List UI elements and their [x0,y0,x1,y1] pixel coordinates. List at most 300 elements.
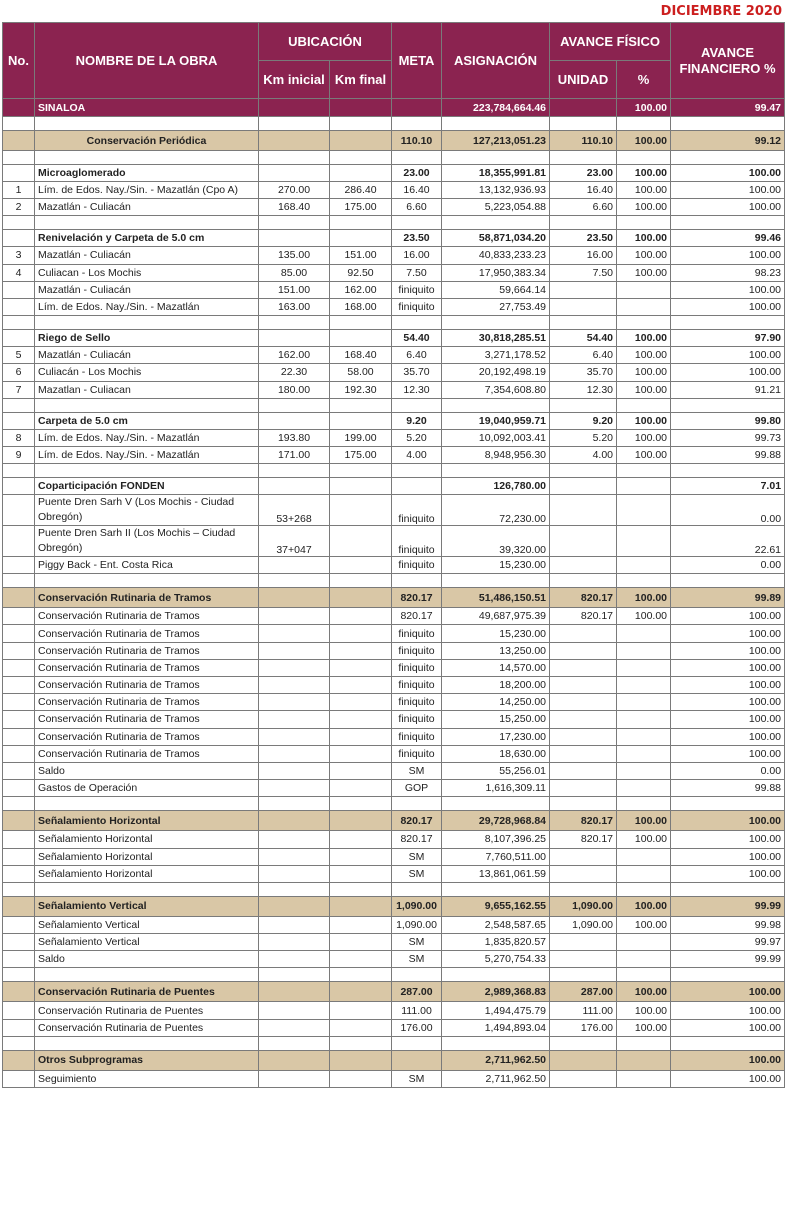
cell-asignacion: 2,989,368.83 [442,982,550,1002]
cell-meta: 9.20 [392,412,442,429]
cell-nombre: Culiacan - Los Mochis [35,264,259,281]
cell-asignacion: 2,711,962.50 [442,1050,550,1070]
table-row [3,1019,785,1036]
cell-nombre: Lím. de Edos. Nay./Sin. - Mazatlán [35,298,259,315]
state-total-row [3,99,785,117]
table-row [3,659,785,676]
cell-km-final [330,848,392,865]
empty-cell [3,882,35,896]
cell-meta: finiquito [392,281,442,298]
table-row [3,364,785,381]
cell-km-final [330,896,392,916]
cell-pct: 100.00 [617,364,671,381]
cell-nombre: Conservación Rutinaria de Tramos [35,642,259,659]
cell-meta: 4.00 [392,446,442,463]
table-row [3,446,785,463]
avance-obras-table [2,22,785,1088]
cell-km-final [330,711,392,728]
empty-cell [259,464,330,478]
header-asignacion: ASIGNACIÓN [442,23,550,99]
table-row [3,247,785,264]
cell-pct: 100.00 [617,247,671,264]
cell-km-inicial: 168.40 [259,199,330,216]
cell-km-inicial [259,588,330,608]
cell-no: 9 [3,446,35,463]
cell-asignacion: 223,784,664.46 [442,99,550,117]
cell-avance-financiero: 0.00 [671,762,785,779]
cell-unidad [550,478,617,495]
empty-cell [550,574,617,588]
cell-asignacion: 1,494,893.04 [442,1019,550,1036]
cell-no [3,811,35,831]
cell-km-inicial [259,916,330,933]
cell-meta: SM [392,762,442,779]
cell-km-final [330,625,392,642]
cell-km-final: 175.00 [330,446,392,463]
cell-nombre: Coparticipación FONDEN [35,478,259,495]
cell-km-inicial [259,1070,330,1087]
cell-avance-financiero: 22.61 [671,526,785,557]
cell-km-inicial [259,165,330,182]
cell-unidad: 1,090.00 [550,896,617,916]
cell-avance-financiero: 99.99 [671,951,785,968]
cell-asignacion: 14,570.00 [442,659,550,676]
cell-pct: 100.00 [617,182,671,199]
cell-no [3,728,35,745]
cell-km-final [330,165,392,182]
cell-km-final: 286.40 [330,182,392,199]
cell-asignacion: 2,711,962.50 [442,1070,550,1087]
cell-km-final [330,642,392,659]
table-row [3,526,785,557]
cell-pct [617,298,671,315]
cell-km-inicial [259,625,330,642]
empty-cell [550,151,617,165]
cell-avance-financiero: 100.00 [671,298,785,315]
cell-pct [617,677,671,694]
empty-cell [35,464,259,478]
cell-unidad [550,659,617,676]
cell-km-final [330,557,392,574]
cell-no [3,588,35,608]
empty-cell [671,398,785,412]
spacer-row [3,216,785,230]
cell-nombre: Conservación Rutinaria de Puentes [35,1019,259,1036]
empty-cell [442,797,550,811]
cell-km-final [330,478,392,495]
cell-unidad [550,694,617,711]
cell-km-inicial [259,99,330,117]
report-period: DICIEMBRE 2020 [660,4,782,19]
empty-cell [330,1036,392,1050]
spacer-row [3,882,785,896]
empty-cell [35,151,259,165]
cell-asignacion: 5,270,754.33 [442,951,550,968]
cell-asignacion: 49,687,975.39 [442,608,550,625]
cell-unidad: 9.20 [550,412,617,429]
cell-unidad [550,728,617,745]
table-row [3,557,785,574]
cell-avance-financiero: 100.00 [671,347,785,364]
empty-cell [259,151,330,165]
cell-nombre: Seguimiento [35,1070,259,1087]
empty-cell [330,117,392,131]
table-row [3,951,785,968]
header-avance-fisico: AVANCE FÍSICO [550,23,671,61]
cell-asignacion: 14,250.00 [442,694,550,711]
empty-cell [671,574,785,588]
cell-unidad [550,780,617,797]
program-row [3,588,785,608]
cell-unidad: 16.00 [550,247,617,264]
cell-km-inicial [259,951,330,968]
empty-cell [259,968,330,982]
cell-avance-financiero: 99.73 [671,429,785,446]
cell-pct [617,495,671,526]
program-row [3,1050,785,1070]
cell-no [3,711,35,728]
cell-meta: 6.60 [392,199,442,216]
header-nombre: NOMBRE DE LA OBRA [35,23,259,99]
empty-cell [671,316,785,330]
cell-meta: 1,090.00 [392,916,442,933]
empty-cell [671,1036,785,1050]
cell-meta: 176.00 [392,1019,442,1036]
empty-cell [3,574,35,588]
cell-no: 4 [3,264,35,281]
table-row [3,831,785,848]
empty-cell [3,316,35,330]
cell-no [3,659,35,676]
cell-unidad [550,711,617,728]
cell-km-final [330,951,392,968]
cell-km-inicial [259,934,330,951]
table-row [3,1002,785,1019]
cell-meta: finiquito [392,745,442,762]
table-row [3,848,785,865]
cell-unidad [550,677,617,694]
cell-avance-financiero: 100.00 [671,659,785,676]
cell-avance-financiero: 99.88 [671,780,785,797]
cell-nombre: Mazatlan - Culiacan [35,381,259,398]
cell-meta: SM [392,848,442,865]
program-row [3,811,785,831]
empty-cell [617,1036,671,1050]
cell-avance-financiero: 100.00 [671,865,785,882]
cell-km-inicial [259,330,330,347]
cell-km-final [330,131,392,151]
empty-cell [617,882,671,896]
empty-cell [392,797,442,811]
cell-asignacion: 1,835,820.57 [442,934,550,951]
cell-nombre: Conservación Rutinaria de Puentes [35,982,259,1002]
empty-cell [392,464,442,478]
cell-meta: 820.17 [392,811,442,831]
cell-avance-financiero: 100.00 [671,677,785,694]
cell-meta: finiquito [392,677,442,694]
cell-pct [617,1070,671,1087]
cell-km-inicial [259,1002,330,1019]
empty-cell [3,464,35,478]
cell-no [3,298,35,315]
table-row [3,281,785,298]
cell-km-inicial [259,478,330,495]
cell-nombre: Conservación Rutinaria de Tramos [35,608,259,625]
cell-nombre: Conservación Rutinaria de Tramos [35,711,259,728]
spacer-row [3,316,785,330]
empty-cell [330,464,392,478]
cell-km-final: 199.00 [330,429,392,446]
cell-km-inicial [259,677,330,694]
cell-km-inicial: 193.80 [259,429,330,446]
cell-pct [617,1050,671,1070]
cell-km-inicial [259,848,330,865]
cell-nombre: Lím. de Edos. Nay./Sin. - Mazatlán [35,446,259,463]
cell-no [3,1019,35,1036]
cell-no [3,677,35,694]
empty-cell [671,882,785,896]
cell-km-final [330,588,392,608]
cell-asignacion: 19,040,959.71 [442,412,550,429]
cell-asignacion: 9,655,162.55 [442,896,550,916]
cell-nombre: Piggy Back - Ent. Costa Rica [35,557,259,574]
cell-km-final [330,728,392,745]
spacer-row [3,968,785,982]
cell-pct: 100.00 [617,608,671,625]
cell-pct: 100.00 [617,99,671,117]
cell-pct: 100.00 [617,165,671,182]
cell-km-inicial: 37+047 [259,526,330,557]
cell-km-final [330,330,392,347]
cell-meta: finiquito [392,728,442,745]
table-row [3,865,785,882]
empty-cell [330,316,392,330]
cell-nombre: Mazatlán - Culiacán [35,199,259,216]
cell-km-inicial [259,896,330,916]
empty-cell [259,216,330,230]
cell-meta: 110.10 [392,131,442,151]
cell-pct [617,642,671,659]
cell-avance-financiero: 100.00 [671,711,785,728]
cell-nombre: Conservación Rutinaria de Tramos [35,625,259,642]
cell-asignacion: 127,213,051.23 [442,131,550,151]
cell-no [3,694,35,711]
cell-unidad [550,526,617,557]
cell-unidad: 820.17 [550,831,617,848]
cell-unidad [550,762,617,779]
empty-cell [442,216,550,230]
cell-unidad [550,495,617,526]
cell-km-inicial: 162.00 [259,347,330,364]
cell-pct [617,625,671,642]
cell-km-final: 162.00 [330,281,392,298]
table-row [3,916,785,933]
cell-unidad: 7.50 [550,264,617,281]
cell-avance-financiero: 99.98 [671,916,785,933]
empty-cell [550,882,617,896]
cell-asignacion: 13,861,061.59 [442,865,550,882]
cell-asignacion: 3,271,178.52 [442,347,550,364]
cell-no [3,526,35,557]
empty-cell [442,1036,550,1050]
cell-no [3,916,35,933]
cell-asignacion: 126,780.00 [442,478,550,495]
cell-unidad: 5.20 [550,429,617,446]
cell-nombre: Conservación Rutinaria de Tramos [35,588,259,608]
cell-meta: 16.00 [392,247,442,264]
cell-meta: 23.50 [392,230,442,247]
table-row [3,780,785,797]
cell-avance-financiero: 100.00 [671,811,785,831]
cell-nombre: Conservación Rutinaria de Tramos [35,694,259,711]
empty-cell [550,1036,617,1050]
empty-cell [392,1036,442,1050]
cell-no [3,896,35,916]
empty-cell [3,797,35,811]
cell-meta [392,478,442,495]
cell-asignacion: 72,230.00 [442,495,550,526]
cell-km-inicial: 151.00 [259,281,330,298]
empty-cell [330,574,392,588]
cell-no [3,478,35,495]
empty-cell [617,151,671,165]
cell-km-final [330,1002,392,1019]
cell-km-final [330,865,392,882]
cell-pct [617,711,671,728]
cell-km-final: 92.50 [330,264,392,281]
cell-unidad: 820.17 [550,608,617,625]
cell-meta [392,1050,442,1070]
cell-asignacion: 27,753.49 [442,298,550,315]
cell-meta: finiquito [392,526,442,557]
cell-meta: 820.17 [392,588,442,608]
header-pct: % [617,61,671,99]
table-row [3,199,785,216]
cell-no [3,831,35,848]
cell-km-final [330,780,392,797]
cell-km-inicial: 135.00 [259,247,330,264]
subprogram-row [3,165,785,182]
cell-no [3,330,35,347]
table-row [3,608,785,625]
cell-meta: 23.00 [392,165,442,182]
header-km-inicial: Km inicial [259,61,330,99]
cell-pct: 100.00 [617,896,671,916]
cell-meta: finiquito [392,659,442,676]
empty-cell [617,216,671,230]
spacer-row [3,574,785,588]
spacer-row [3,117,785,131]
cell-asignacion: 18,355,991.81 [442,165,550,182]
cell-avance-financiero: 100.00 [671,728,785,745]
cell-unidad [550,865,617,882]
empty-cell [3,1036,35,1050]
cell-km-final: 58.00 [330,364,392,381]
table-row [3,495,785,526]
empty-cell [3,151,35,165]
cell-km-inicial [259,982,330,1002]
cell-asignacion: 40,833,233.23 [442,247,550,264]
cell-pct: 100.00 [617,230,671,247]
cell-no: 5 [3,347,35,364]
cell-no [3,1050,35,1070]
empty-cell [442,398,550,412]
cell-km-final: 151.00 [330,247,392,264]
empty-cell [392,398,442,412]
empty-cell [392,574,442,588]
cell-km-final [330,916,392,933]
cell-pct [617,526,671,557]
cell-meta: 54.40 [392,330,442,347]
cell-meta: 6.40 [392,347,442,364]
cell-asignacion: 2,548,587.65 [442,916,550,933]
empty-cell [442,464,550,478]
cell-avance-financiero: 100.00 [671,642,785,659]
cell-km-final [330,230,392,247]
cell-no: 7 [3,381,35,398]
empty-cell [330,882,392,896]
cell-asignacion: 10,092,003.41 [442,429,550,446]
cell-pct: 100.00 [617,347,671,364]
cell-km-inicial: 180.00 [259,381,330,398]
cell-no [3,495,35,526]
cell-unidad [550,625,617,642]
empty-cell [35,882,259,896]
empty-cell [3,117,35,131]
table-row [3,625,785,642]
cell-avance-financiero: 100.00 [671,1019,785,1036]
empty-cell [3,398,35,412]
cell-km-inicial [259,711,330,728]
cell-pct: 100.00 [617,916,671,933]
empty-cell [617,797,671,811]
cell-unidad: 110.10 [550,131,617,151]
spacer-row [3,797,785,811]
cell-km-final: 175.00 [330,199,392,216]
empty-cell [392,151,442,165]
table-row [3,745,785,762]
cell-unidad: 176.00 [550,1019,617,1036]
cell-km-inicial [259,762,330,779]
empty-cell [392,216,442,230]
cell-unidad: 23.00 [550,165,617,182]
cell-no [3,281,35,298]
program-row [3,896,785,916]
empty-cell [442,151,550,165]
cell-avance-financiero: 100.00 [671,1002,785,1019]
cell-avance-financiero: 97.90 [671,330,785,347]
cell-nombre: Microaglomerado [35,165,259,182]
cell-nombre: Saldo [35,951,259,968]
cell-km-inicial [259,608,330,625]
cell-no [3,642,35,659]
cell-pct: 100.00 [617,199,671,216]
cell-no [3,934,35,951]
cell-km-final [330,495,392,526]
cell-nombre: Conservación Rutinaria de Tramos [35,659,259,676]
cell-nombre: Conservación Periódica [35,131,259,151]
cell-meta: SM [392,1070,442,1087]
spacer-row [3,151,785,165]
cell-nombre: Conservación Rutinaria de Tramos [35,745,259,762]
cell-asignacion: 15,230.00 [442,557,550,574]
header-meta: META [392,23,442,99]
cell-avance-financiero: 99.89 [671,588,785,608]
empty-cell [259,1036,330,1050]
empty-cell [35,968,259,982]
cell-nombre: Otros Subprogramas [35,1050,259,1070]
cell-pct [617,951,671,968]
